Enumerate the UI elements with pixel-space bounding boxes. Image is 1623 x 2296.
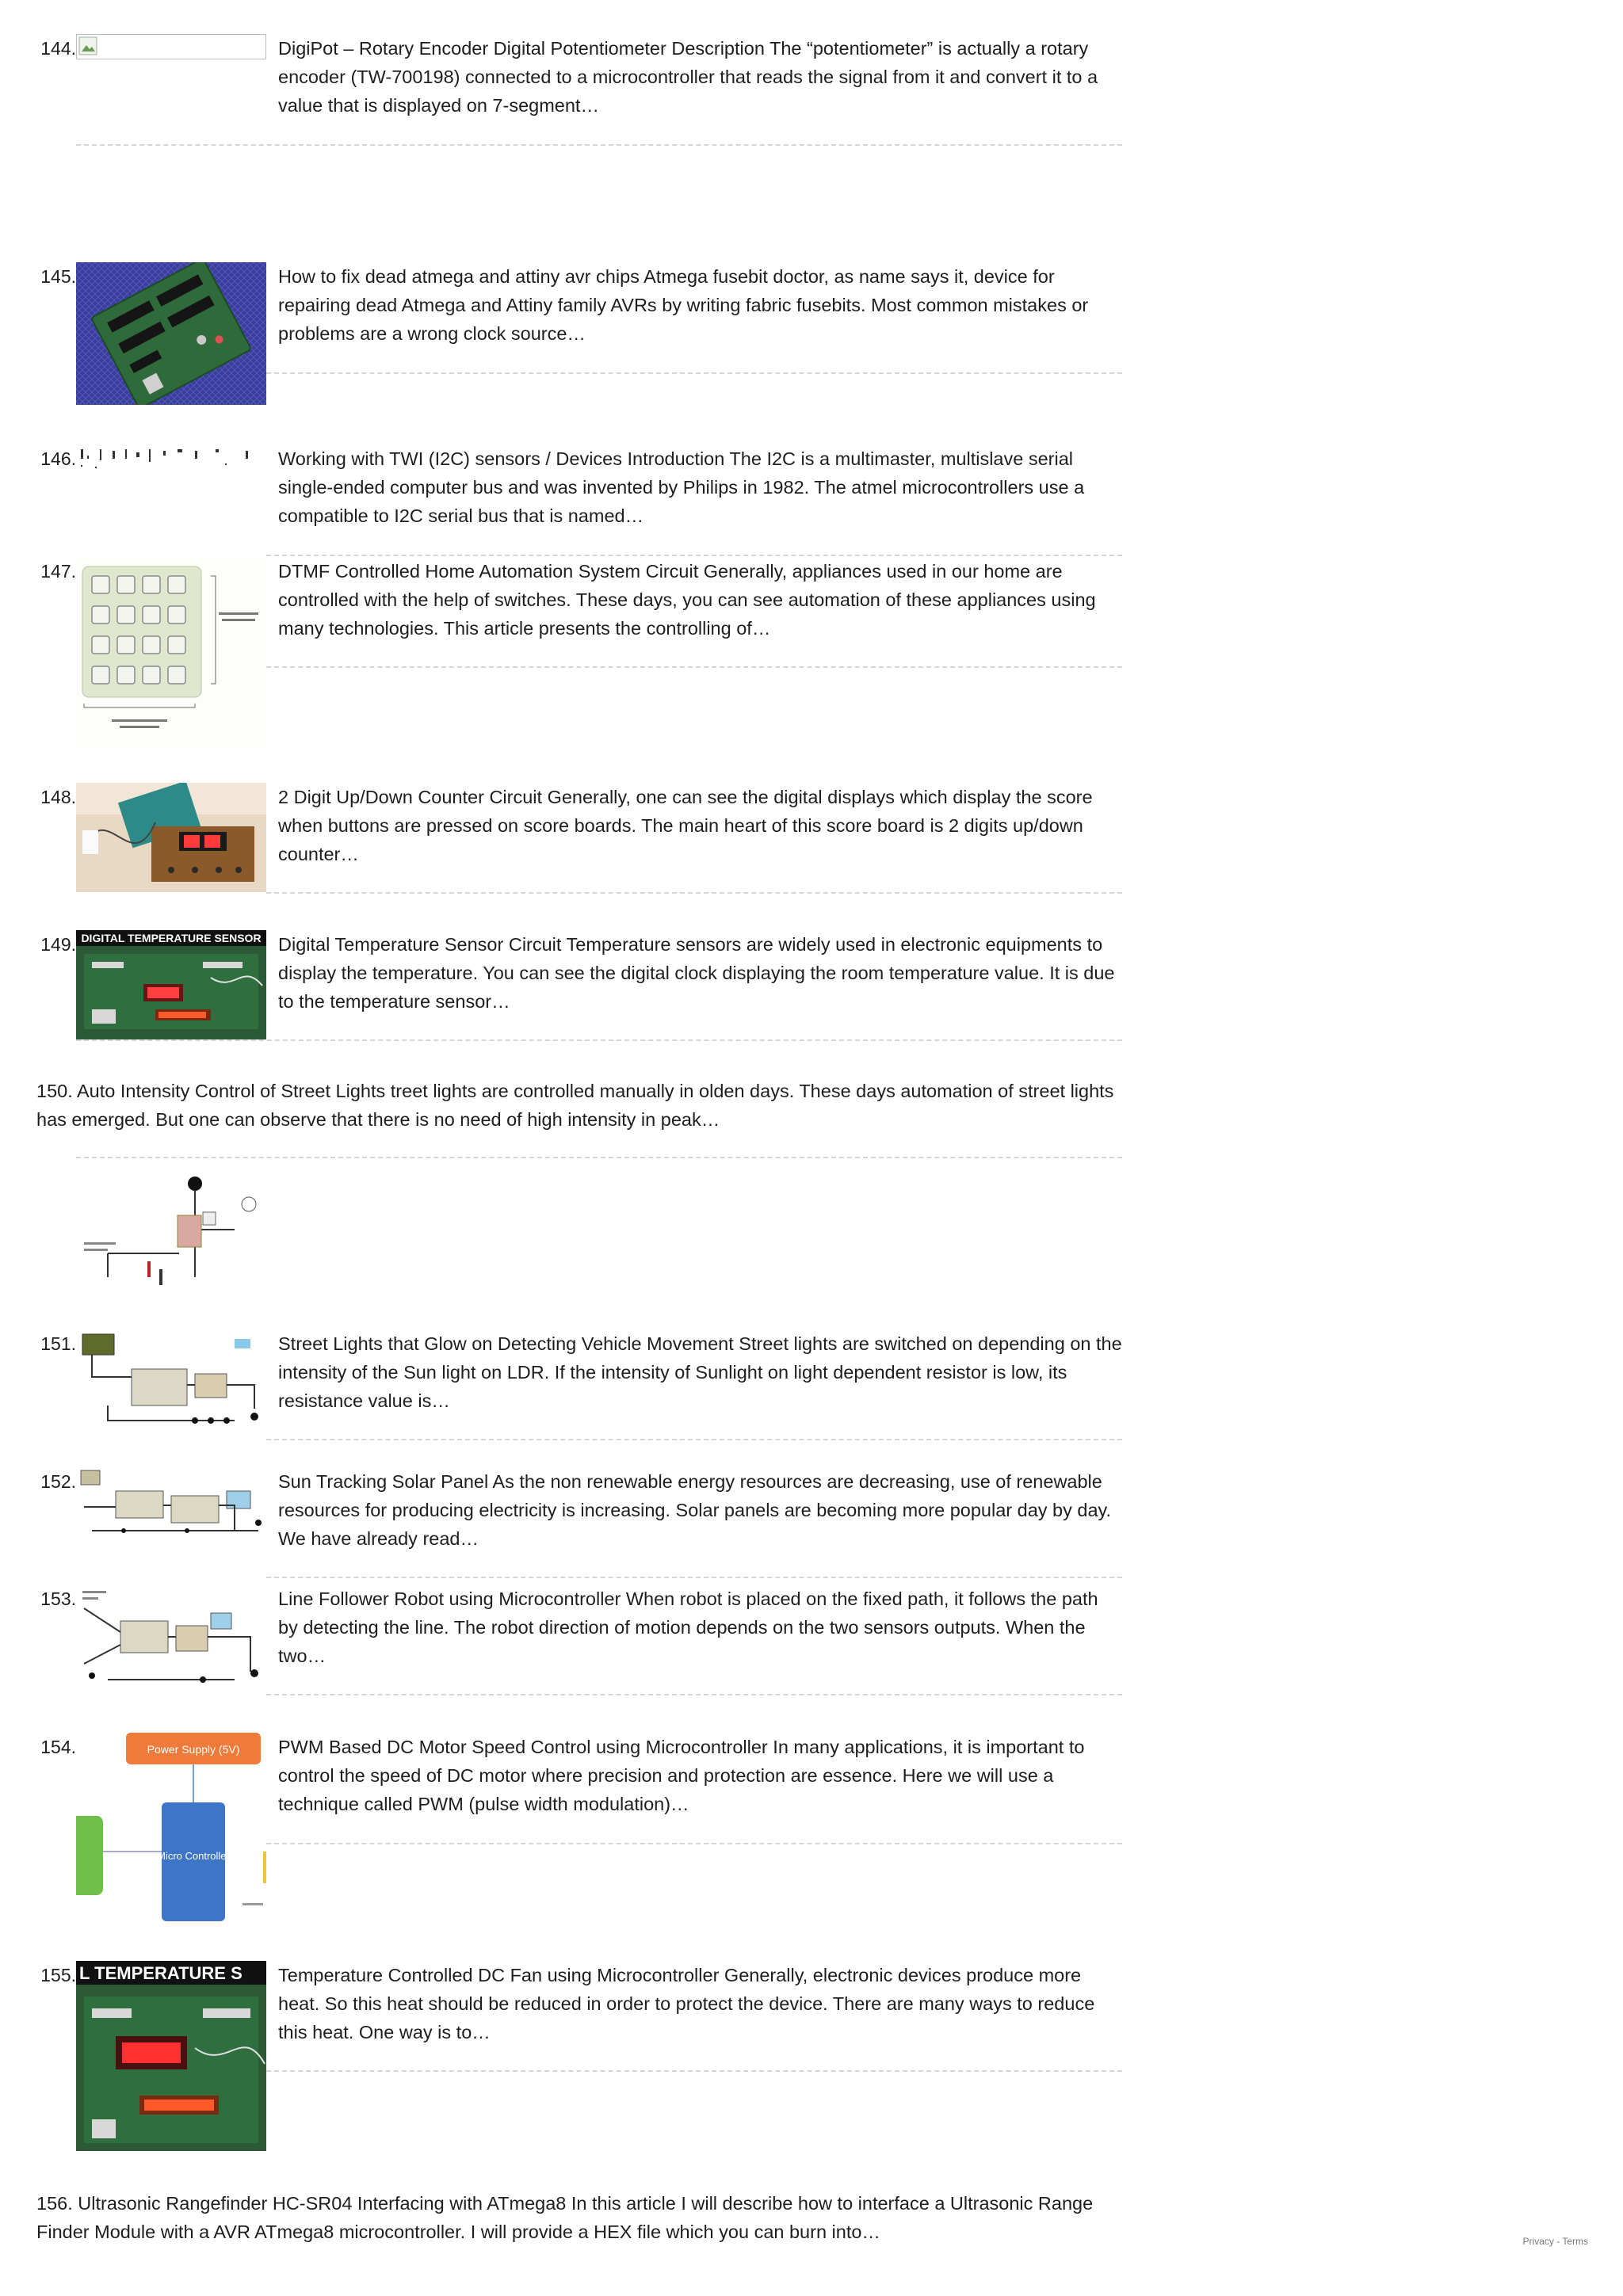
thumbnail-block-diagram-image[interactable] xyxy=(76,1733,266,1923)
item-number: 152. xyxy=(40,1471,76,1492)
item-number: 153. xyxy=(40,1589,76,1609)
item-number: 148. xyxy=(40,787,76,807)
footer-separator: - xyxy=(1553,2236,1563,2247)
thumbnail-caption-2: Micro Controller xyxy=(157,1850,230,1862)
item-description[interactable] xyxy=(36,1077,1122,1134)
item-number: 150. xyxy=(36,1081,73,1101)
item-number: 156. xyxy=(36,2193,73,2214)
privacy-link[interactable]: Privacy xyxy=(1522,2236,1554,2247)
divider xyxy=(76,1157,1122,1158)
terms-link[interactable]: Terms xyxy=(1562,2236,1588,2247)
item-number: 146. xyxy=(40,448,76,469)
thumbnail-counter-image[interactable] xyxy=(76,783,266,892)
divider xyxy=(266,1577,1122,1578)
item-number: 147. xyxy=(40,561,76,582)
item-description[interactable]: DTMF Controlled Home Automation System Circuit Generally, appliances used in our home are controlled with the help of switches. These days, you can see automation of these appliances using many technologies. This article presents the controlling of… xyxy=(278,561,1096,639)
divider xyxy=(266,1843,1122,1844)
item-number: 155. xyxy=(40,1965,76,1985)
item-description[interactable]: DigiPot – Rotary Encoder Digital Potentiometer Description The “potentiometer” is actually a rotary encoder (TW-700198) connected to a microcontroller that reads the signal from it and convert it to a value that is displayed on 7-segment… xyxy=(278,38,1098,116)
item-number: 151. xyxy=(40,1333,76,1354)
item-description[interactable]: Line Follower Robot using Microcontroller When robot is placed on the fixed path, it follows the path by detecting the line. The robot direction of motion depends on the two sensors outputs. When the two… xyxy=(278,1589,1098,1666)
thumbnail-circuit-image[interactable] xyxy=(76,1585,266,1695)
item-description[interactable]: Temperature Controlled DC Fan using Microcontroller Generally, electronic devices produce more heat. So this heat should be reduced in order to protect the device. There are many ways to reduce this heat. One way is to… xyxy=(278,1965,1095,2042)
item-description-text: Ultrasonic Rangefinder HC-SR04 Interfacing with ATmega8 In this article I will describe how to interface a Ultrasonic Range Finder Module with a AVR ATmega8 microcontroller. I will provide a HEX file which you can burn into… xyxy=(36,2193,1094,2242)
item-description-text: Auto Intensity Control of Street Lights treet lights are controlled manually in olden days. These days automation of street lights has emerged. But one can observe that there is no need of high intensity in peak… xyxy=(36,1081,1114,1130)
item-number: 144. xyxy=(40,38,76,59)
thumbnail-broken-image[interactable] xyxy=(76,34,266,59)
thumbnail-temperature-image[interactable] xyxy=(76,1961,266,2151)
divider xyxy=(76,1039,1122,1041)
recaptcha-footer-links xyxy=(1523,2236,1588,2247)
thumbnail-temperature-image[interactable] xyxy=(76,930,266,1039)
thumbnail-circuit-image[interactable] xyxy=(76,1166,266,1301)
thumbnail-circuit-image[interactable] xyxy=(76,1467,266,1547)
thumbnail-keypad-image[interactable] xyxy=(76,557,266,747)
item-description[interactable]: Digital Temperature Sensor Circuit Temperature sensors are widely used in electronic equipments to display the temperature. You can see the digital clock displaying the room temperature value. It is due to the temperature sensor… xyxy=(278,934,1115,1012)
item-number: 149. xyxy=(40,934,76,955)
thumbnail-circuit-image[interactable] xyxy=(76,1329,266,1428)
divider xyxy=(266,666,1122,668)
thumbnail-caption: L TEMPERATURE S xyxy=(79,1963,242,1983)
divider xyxy=(266,892,1122,894)
divider xyxy=(76,144,1122,146)
item-description[interactable]: Working with TWI (I2C) sensors / Devices Introduction The I2C is a multimaster, multislave serial single-ended computer bus and was invented by Philips in 1982. The atmel microcontrollers use a compatible to I2C serial bus that is named… xyxy=(278,448,1085,526)
item-description[interactable]: How to fix dead atmega and attiny avr chips Atmega fusebit doctor, as name says it, device for repairing dead Atmega and Attiny family AVRs by writing fabric fusebits. Most common mistakes or problems are a wrong clock source… xyxy=(278,266,1089,344)
thumbnail-caption: DIGITAL TEMPERATURE SENSOR xyxy=(81,932,262,944)
item-description[interactable]: PWM Based DC Motor Speed Control using Microcontroller In many applications, it is important to control the speed of DC motor where precision and protection are essence. Here we will use a technique called PWM (pulse width modulation)… xyxy=(278,1737,1085,1814)
item-description[interactable] xyxy=(36,2189,1122,2246)
item-number: 154. xyxy=(40,1737,76,1757)
divider xyxy=(266,555,1122,556)
thumbnail-pcb-image[interactable] xyxy=(76,262,266,405)
item-number: 145. xyxy=(40,266,76,287)
thumbnail-caption: Power Supply (5V) xyxy=(147,1743,240,1756)
divider xyxy=(266,1439,1122,1440)
thumbnail-diagram-image[interactable] xyxy=(76,444,266,476)
item-description[interactable]: Street Lights that Glow on Detecting Vehicle Movement Street lights are switched on depending on the intensity of the Sun light on LDR. If the intensity of Sunlight on light dependent resistor is low, its resistance value is… xyxy=(278,1333,1122,1411)
divider xyxy=(266,1694,1122,1695)
divider xyxy=(266,2070,1122,2072)
item-description[interactable]: 2 Digit Up/Down Counter Circuit Generally, one can see the digital displays which display the score when buttons are pressed on score boards. The main heart of this score board is 2 digits up/down counter… xyxy=(278,787,1093,864)
divider xyxy=(266,372,1122,374)
item-description[interactable]: Sun Tracking Solar Panel As the non renewable energy resources are decreasing, use of renewable resources for producing electricity is increasing. Solar panels are becoming more popular day by day. We have already read… xyxy=(278,1471,1112,1549)
